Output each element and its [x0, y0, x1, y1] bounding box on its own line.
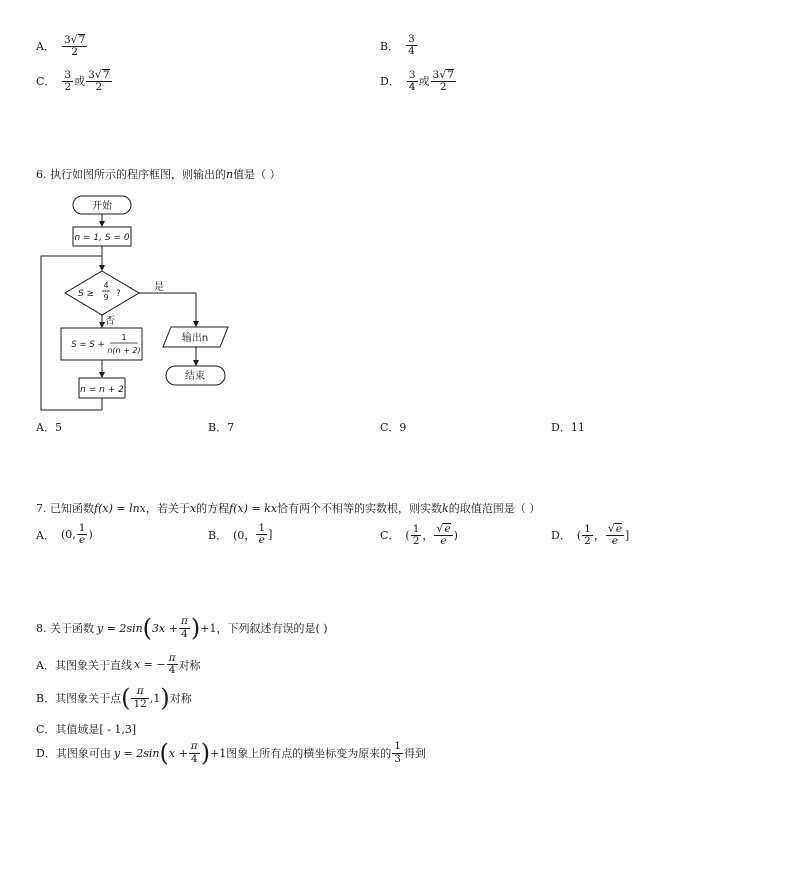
q8-option-c: C．其值域是[ - 1,3] [36, 723, 137, 736]
flow-end-label: 结束 [185, 371, 205, 382]
q5-option-b: B． $\frac{3}{4}$ [380, 33, 415, 58]
flow-no-label: 否 [105, 316, 115, 327]
flow-output-label: 输出n [181, 333, 209, 344]
q8-option-d: D． 其图象可由 y = 2sin ( x + $\frac{\pi}{4}$ ) +1 图象上所有点的横坐标变为原来的 $\frac{1}{3}$ 得到 [36, 739, 426, 767]
q8-stem: 8. 关于函数 y = 2sin ( 3x + $\frac{\pi}{4}$ ) +1 ，下列叙述有误的是( ) [36, 614, 328, 642]
q7-option-a: A． (0, $\frac{1}{e}$ ) [36, 522, 93, 547]
flow-condition-diamond [65, 271, 139, 315]
flow-cond-den: 9 [103, 293, 109, 302]
q8-option-b: B． 其图象关于点 ( $\frac{\pi}{12}$ ,1 ) 对称 [36, 684, 192, 712]
flow-cond-post: ? [116, 289, 121, 299]
q7-option-c: C． ( $\frac{1}{2}$ ， $\frac{√e}{e}$ ) [380, 522, 458, 548]
flow-cond-num: 4 [103, 281, 109, 290]
flow-update-s-den: n(n + 2) [107, 346, 141, 355]
q6-stem: 6. 执行如图所示的程序框图，则输出的n值是（ ） [36, 168, 281, 181]
flow-start-label: 开始 [92, 201, 112, 212]
flowchart [36, 190, 256, 415]
q7-stem: 7. 已知函数f(x) = lnx，若关于x的方程f(x) = kx恰有两个不相等的实数根，则实数k的取值范围是（ ） [36, 502, 541, 515]
q5-option-c: C． $\frac{3}{2}$ 或 $\frac{3√7}{2}$ [36, 68, 110, 94]
flow-yes-label: 是 [154, 282, 164, 293]
q6-option-a: A．5 [36, 421, 62, 434]
q7-option-b: B． (0， $\frac{1}{e}$ ] [208, 522, 273, 547]
q8-option-a: A． 其图象关于直线 x = − $\frac{\pi}{4}$ 对称 [36, 652, 201, 677]
flow-cond-pre: S ≥ [77, 289, 95, 299]
q7-option-d: D． ( $\frac{1}{2}$ ， $\frac{√e}{e}$ ] [551, 522, 630, 548]
q6-option-c: C．9 [380, 421, 407, 434]
q6-option-b: B．7 [208, 421, 235, 434]
q5-option-d: D． $\frac{3}{4}$ 或 $\frac{3√7}{2}$ [380, 68, 454, 94]
flow-init-label: n = 1, S = 0 [74, 233, 130, 243]
flow-update-n-label: n = n + 2 [80, 385, 124, 395]
flow-update-s-pre: S = S + [71, 340, 105, 350]
q5-option-a: A． $\frac{3√7}{2}$ [36, 33, 86, 59]
flow-update-s-num: 1 [121, 333, 127, 342]
q6-option-d: D．11 [551, 421, 585, 434]
